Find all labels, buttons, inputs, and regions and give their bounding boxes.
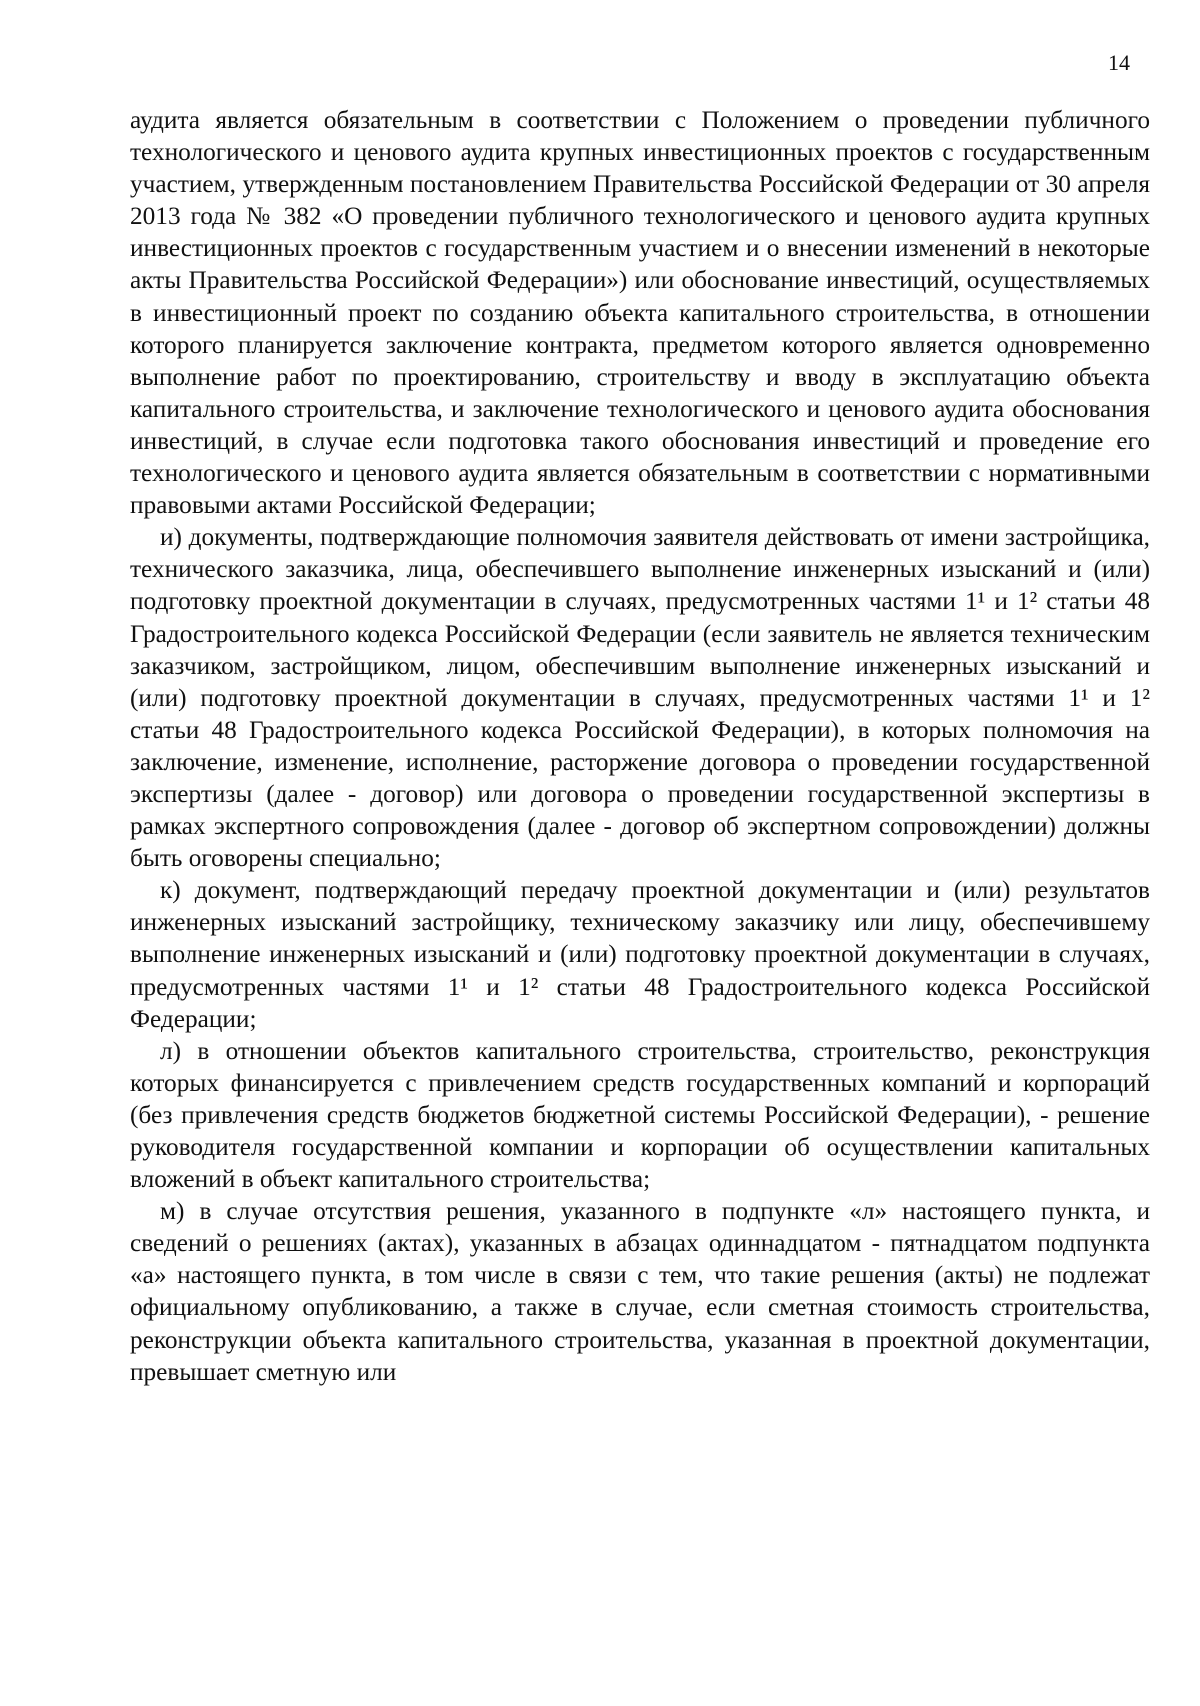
paragraph-continuation: аудита является обязательным в соответствии с Положением о проведении публичного технологического и ценового аудита крупных инвестиционных проектов с государственным участием, утвержденным постановлением Правительства Российской Федерации от 30 апреля 2013 года № 382 «О проведении публичного технологического и ценового аудита крупных инвестиционных проектов с государственным участием и о внесении изменений в некоторые акты Правительства Российской Федерации») или обоснование инвестиций, осуществляемых в инвестиционный проект по созданию объекта капитального строительства, в отношении которого планируется заключение контракта, предметом которого является одновременно выполнение работ по проектированию, строительству и вводу в эксплуатацию объекта капитального строительства, и заключение технологического и ценового аудита обоснования инвестиций, в случае если подготовка такого обоснования инвестиций и проведение его технологического и ценового аудита является обязательным в соответствии с нормативными правовыми актами Российской Федерации;	[130, 106, 1150, 520]
paragraph-item-l: л) в отношении объектов капитального строительства, строительство, реконструкция которых финансируется с привлечением средств государственных компаний и корпораций (без привлечения средств бюджетов бюджетной системы Российской Федерации), - решение руководителя государственной компании и корпорации об осуществлении капитальных вложений в объект капитального строительства;	[130, 1036, 1150, 1194]
document-body	[130, 104, 1150, 1388]
paragraph-item-m: м) в случае отсутствия решения, указанного в подпункте «л» настоящего пункта, и сведений о решениях (актах), указанных в абзацах одиннадцатом - пятнадцатом подпункта «а» настоящего пункта, в том числе в связи с тем, что такие решения (акты) не подлежат официальному опубликованию, а также в случае, если сметная стоимость строительства, реконструкции объекта капитального строительства, указанная в проектной документации, превышает сметную или	[130, 1197, 1150, 1386]
paragraph-item-i: и) документы, подтверждающие полномочия заявителя действовать от имени застройщика, технического заказчика, лица, обеспечившего выполнение инженерных изысканий и (или) подготовку проектной документации в случаях, предусмотренных частями 1¹ и 1² статьи 48 Градостроительного кодекса Российской Федерации (если заявитель не является техническим заказчиком, застройщиком, лицом, обеспечившим выполнение инженерных изысканий и (или) подготовку проектной документации в случаях, предусмотренных частями 1¹ и 1² статьи 48 Градостроительного кодекса Российской Федерации), в которых полномочия на заключение, изменение, исполнение, расторжение договора о проведении государственной экспертизы (далее - договор) или договора о проведении государственной экспертизы в рамках экспертного сопровождения (далее - договор об экспертном сопровождении) должны быть оговорены специально;	[130, 523, 1150, 873]
paragraph-item-k: к) документ, подтверждающий передачу проектной документации и (или) результатов инженерных изысканий застройщику, техническому заказчику или лицу, обеспечившему выполнение инженерных изысканий и (или) подготовку проектной документации в случаях, предусмотренных частями 1¹ и 1² статьи 48 Градостроительного кодекса Российской Федерации;	[130, 876, 1150, 1033]
page-number: 14	[1108, 50, 1130, 75]
